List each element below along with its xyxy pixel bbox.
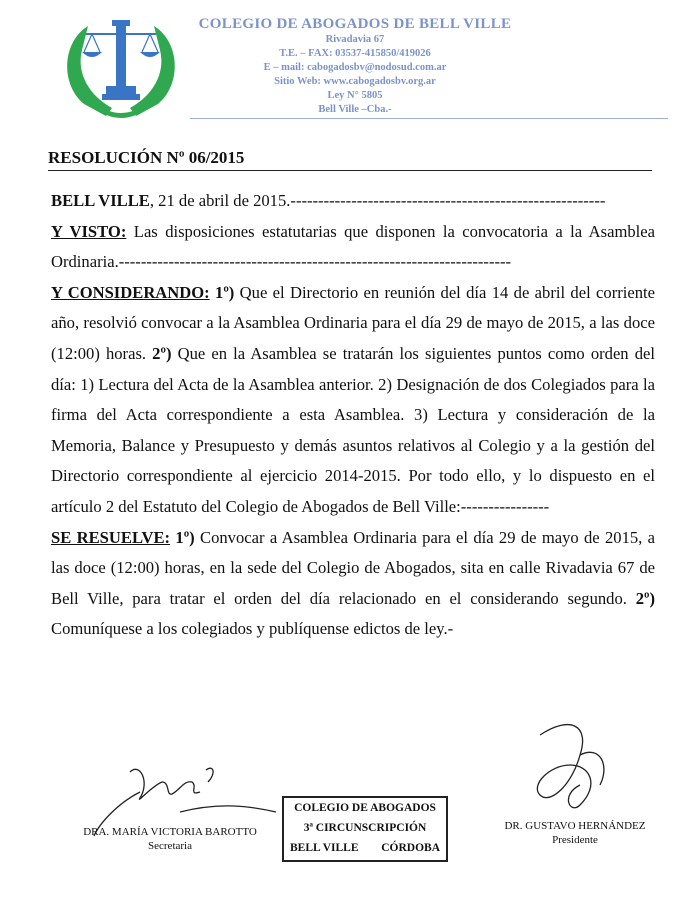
president-name: DR. GUSTAVO HERNÁNDEZ (504, 820, 646, 832)
letterhead-email: E – mail: cabogadosbv@nodosud.com.ar (263, 62, 447, 73)
letterhead-address: Rivadavia 67 (325, 34, 385, 45)
secretary-signature-block (70, 826, 270, 852)
visto-label: Y VISTO: (51, 221, 127, 241)
letterhead-web: Sitio Web: www.cabogadosbv.org.ar (274, 76, 436, 87)
considerando-1-number: 1º) (209, 282, 235, 302)
resuelve-2-number: 2º) (626, 588, 656, 608)
letterhead-city: Bell Ville –Cba.- (318, 104, 392, 115)
stamp-line-2: 3ª CIRCUNSCRIPCIÓN (303, 822, 427, 834)
letterhead-org-name: COLEGIO DE ABOGADOS DE BELL VILLE (198, 16, 512, 32)
resolution-body (51, 186, 655, 645)
resolution-title: RESOLUCIÓN Nº 06/2015 (48, 148, 245, 167)
date-paragraph (51, 186, 655, 217)
stamp-province: CÓRDOBA (381, 842, 440, 854)
institution-stamp (282, 796, 448, 862)
president-signature-block (490, 820, 660, 846)
considerando-2-text: Que en la Asamblea se tratarán los siguientes puntos como orden del día: 1) Lectura del Acta de la Asamblea anterior. 2) Designación de dos Colegiados para la firma del Acta correspondiente a esta Asamblea. 3) Lectura y consideración de la Memoria, Balance y Presupuesto y demás asuntos relativos al Colegio y a la gestión del Directorio correspondiente al ejercicio 2014-2015. Por todo ello, y lo dispuesto en el artículo 2 del Estatuto del Colegio de Abogados de Bell Ville:---------------- (51, 343, 655, 516)
president-role: Presidente (552, 834, 598, 846)
secretary-role: Secretaria (148, 840, 192, 852)
date-text: , 21 de abril de 2015.--------------------------------------------------------- (149, 191, 606, 210)
considerando-label: Y CONSIDERANDO: (51, 282, 210, 302)
letterhead-phone: T.E. – FAX: 03537-415850/419026 (279, 48, 431, 59)
date-place: BELL VILLE (51, 191, 150, 210)
secretary-name: DRA. MARÍA VICTORIA BAROTTO (83, 826, 257, 838)
stamp-city: BELL VILLE (290, 842, 359, 854)
title-divider (48, 170, 652, 171)
president-signature (510, 715, 650, 825)
resuelve-paragraph (51, 523, 655, 645)
letterhead-divider (190, 118, 668, 119)
resuelve-1-text: Convocar a Asamblea Ordinaria para el día 29 de mayo de 2015, a las doce (12:00) horas, en la sede del Colegio de Abogados, sita en calle Rivadavia 67 de Bell Ville, para tratar el orden del día relacionado en el considerando segundo. (51, 527, 656, 608)
considerando-2-number: 2º) (146, 343, 172, 363)
visto-paragraph (51, 217, 655, 278)
resuelve-label: SE RESUELVE: (51, 527, 171, 547)
resuelve-2-text: Comuníquese a los colegiados y publíquense edictos de ley.- (51, 619, 454, 639)
considerando-paragraph (51, 278, 655, 523)
scales-of-justice-icon (82, 20, 160, 100)
stamp-line-1: COLEGIO DE ABOGADOS (294, 802, 436, 814)
letterhead-law: Ley N° 5805 (327, 90, 383, 101)
bar-association-logo (56, 12, 186, 122)
visto-text: Las disposiciones estatutarias que disponen la convocatoria a la Asamblea Ordinaria.----------------------------------------------------------------------- (51, 221, 655, 272)
considerando-1-text: Que el Directorio en reunión del día 14 de abril del corriente año, resolvió convocar a la Asamblea Ordinaria para el día 29 de mayo de 2015, a las doce (12:00) horas. (51, 282, 655, 363)
stamp-line-3 (284, 838, 446, 858)
letterhead (190, 16, 520, 117)
resuelve-1-number: 1º) (170, 527, 195, 547)
